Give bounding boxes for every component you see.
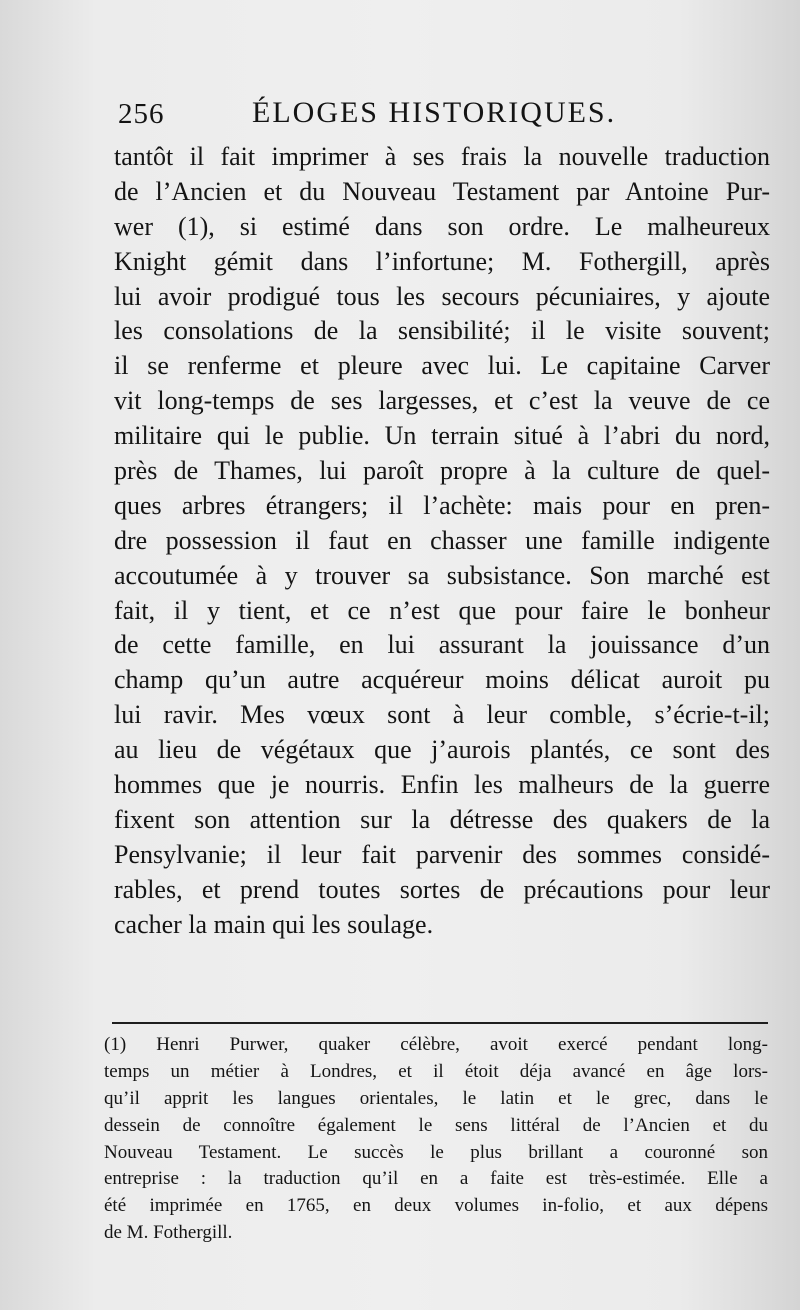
text-line: fait, il y tient, et ce n’est que pour faire le bonheur	[114, 595, 770, 625]
text-line: Knight gémit dans l’infortune; M. Fothergill, après	[114, 246, 770, 276]
text-line: militaire qui le publie. Un terrain situé à l’abri du nord,	[114, 421, 770, 451]
text-line: les consolations de la sensibilité; il le visite souvent;	[114, 316, 770, 346]
footnote-line: dessein de connoître également le sens littéral de l’Ancien et du	[104, 1114, 768, 1136]
text-line: de l’Ancien et du Nouveau Testament par Antoine Pur-	[114, 176, 770, 206]
running-head	[118, 96, 658, 136]
page-title: ÉLOGES HISTORIQUES.	[252, 96, 617, 129]
footnote-line: (1) Henri Purwer, quaker célèbre, avoit exercé pendant long-	[104, 1034, 768, 1055]
text-line: il se renferme et pleure avec lui. Le capitaine Carver	[114, 351, 770, 381]
text-line: au lieu de végétaux que j’aurois plantés, ce sont des	[114, 735, 770, 765]
text-line: rables, et prend toutes sortes de précautions pour leur	[114, 874, 770, 904]
text-line: cacher la main qui les soulage.	[114, 909, 434, 939]
footnote-divider	[112, 1022, 768, 1024]
footnote-line: été imprimée en 1765, en deux volumes in-folio, et aux dépens	[104, 1195, 768, 1217]
text-line: accoutumée à y trouver sa subsistance. Son marché est	[114, 560, 770, 590]
footnote-line: entreprise : la traduction qu’il en a faite est très-estimée. Elle a	[104, 1168, 768, 1190]
text-line: hommes que je nourris. Enfin les malheurs de la guerre	[114, 770, 770, 800]
text-line: vit long-temps de ses largesses, et c’est la veuve de ce	[114, 386, 770, 416]
footnote	[104, 1032, 768, 1247]
text-line: fixent son attention sur la détresse des quakers de la	[114, 804, 770, 834]
text-line: champ qu’un autre acquéreur moins délicat auroit pu	[114, 665, 770, 695]
footnote-line: Nouveau Testament. Le succès le plus brillant a couronné son	[104, 1141, 768, 1163]
footnote-line: temps un métier à Londres, et il étoit déja avancé en âge lors-	[104, 1060, 768, 1082]
text-line: Pensylvanie; il leur fait parvenir des sommes considé-	[114, 839, 770, 869]
text-line: lui ravir. Mes vœux sont à leur comble, s’écrie-t-il;	[114, 700, 770, 730]
text-line: lui avoir prodigué tous les secours pécuniaires, y ajoute	[114, 281, 770, 311]
text-line: wer (1), si estimé dans son ordre. Le malheureux	[114, 211, 770, 241]
text-line: de cette famille, en lui assurant la jouissance d’un	[114, 630, 770, 660]
body-text	[114, 140, 770, 942]
text-line: ques arbres étrangers; il l’achète: mais pour en pren-	[114, 490, 770, 520]
text-line: près de Thames, lui paroît propre à la culture de quel-	[114, 456, 770, 486]
footnote-line: de M. Fothergill.	[104, 1222, 233, 1244]
text-line: dre possession il faut en chasser une famille indigente	[114, 525, 770, 555]
text-line: tantôt il fait imprimer à ses frais la nouvelle traduction	[114, 142, 770, 171]
footnote-line: qu’il apprit les langues orientales, le latin et le grec, dans le	[104, 1087, 768, 1109]
page-number: 256	[118, 98, 165, 130]
